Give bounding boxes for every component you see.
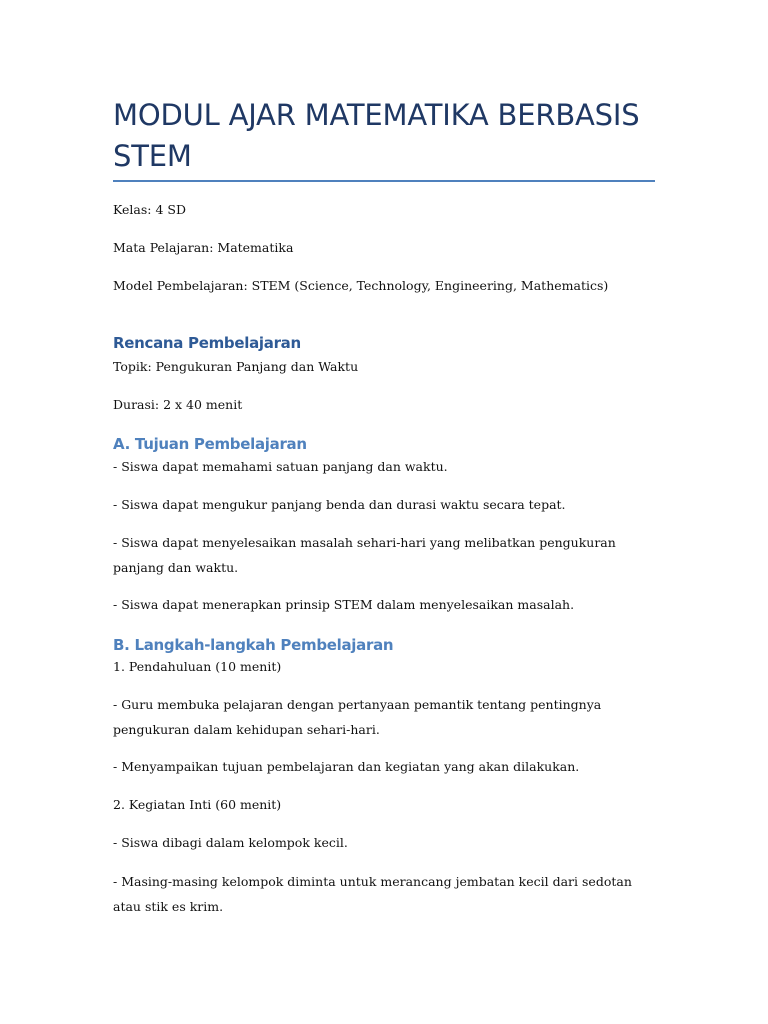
list-item: - Siswa dapat mengukur panjang benda dan durasi waktu secara tepat. (113, 497, 566, 512)
heading-langkah-pembelajaran: B. Langkah-langkah Pembelajaran (113, 636, 394, 654)
meta-model-pembelajaran: Model Pembelajaran: STEM (Science, Technology, Engineering, Mathematics) (113, 278, 609, 293)
heading-rencana-pembelajaran: Rencana Pembelajaran (113, 334, 301, 352)
list-item: 1. Pendahuluan (10 menit) (113, 659, 282, 674)
list-item: - Masing-masing kelompok diminta untuk merancang jembatan kecil dari sedotan atau stik es krim. (113, 874, 632, 914)
list-item: - Siswa dapat menyelesaikan masalah sehari-hari yang melibatkan pengukuran panjang dan waktu. (113, 535, 616, 575)
title-underline (113, 180, 655, 182)
meta-kelas: Kelas: 4 SD (113, 202, 186, 217)
list-item: - Siswa dibagi dalam kelompok kecil. (113, 835, 348, 850)
list-item: - Siswa dapat memahami satuan panjang dan waktu. (113, 459, 448, 474)
list-item: - Siswa dapat menerapkan prinsip STEM dalam menyelesaikan masalah. (113, 597, 575, 612)
list-item: - Guru membuka pelajaran dengan pertanyaan pemantik tentang pentingnya pengukuran dalam kehidupan sehari-hari. (113, 697, 602, 737)
heading-tujuan-pembelajaran: A. Tujuan Pembelajaran (113, 435, 307, 453)
rencana-topik: Topik: Pengukuran Panjang dan Waktu (113, 359, 359, 374)
rencana-durasi: Durasi: 2 x 40 menit (113, 397, 243, 412)
meta-mata-pelajaran: Mata Pelajaran: Matematika (113, 240, 294, 255)
document-title: MODUL AJAR MATEMATIKA BERBASIS STEM (113, 98, 640, 173)
list-item: - Menyampaikan tujuan pembelajaran dan kegiatan yang akan dilakukan. (113, 759, 580, 774)
list-item: 2. Kegiatan Inti (60 menit) (113, 797, 282, 812)
